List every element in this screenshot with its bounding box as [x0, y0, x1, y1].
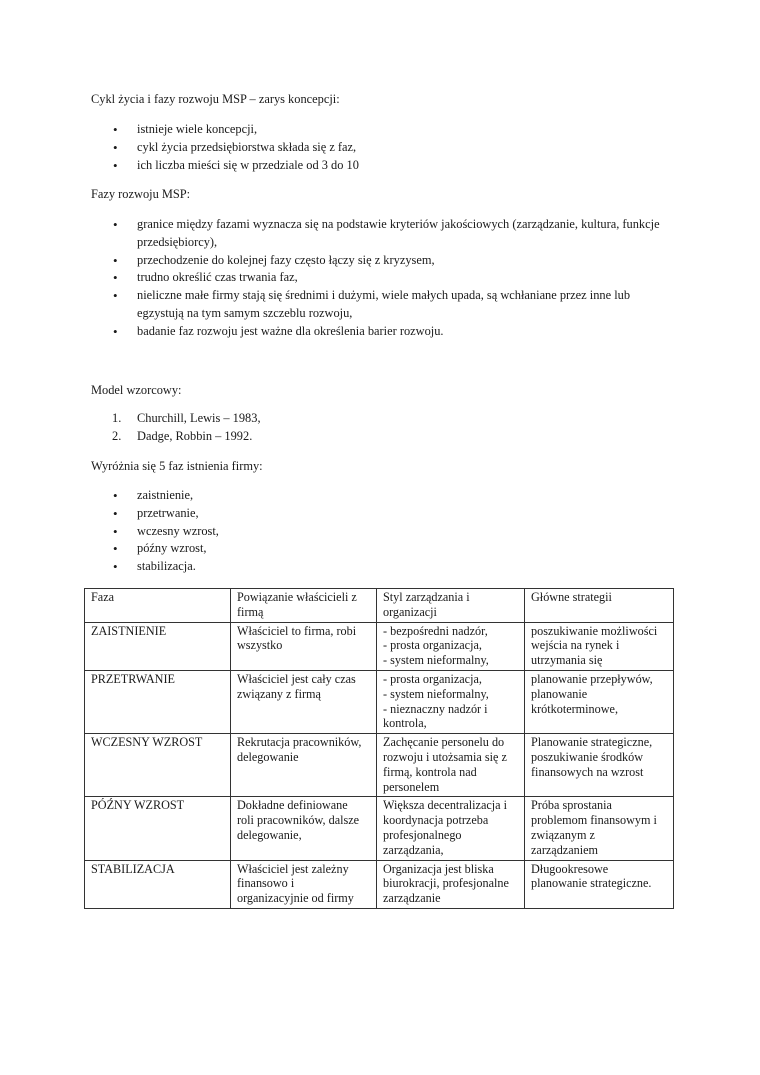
header-cell-strategies	[525, 589, 674, 623]
cell-owner-relation	[231, 670, 377, 733]
cell-text-line: profesjonalnego	[383, 827, 462, 842]
cell-text-line: Organizacja jest bliska	[383, 861, 494, 876]
phases-table	[84, 588, 674, 909]
list-item: • nieliczne małe firmy stają się średnimi i dużymi, wiele małych upada, są wchłaniane przez inne lub egzystują na tym samym szczeblu rozwoju,	[91, 287, 671, 323]
cell-text-line: zarządzaniem	[531, 842, 598, 857]
cell-strategies	[525, 860, 674, 908]
five-phases-bullet-list	[91, 487, 671, 576]
table-row	[85, 734, 674, 797]
cell-text-line: delegowanie	[237, 749, 299, 764]
header-cell-owner-relation	[231, 589, 377, 623]
cell-text-line: finansowo i	[237, 876, 295, 891]
cell-text-line: - system nieformalny,	[383, 686, 489, 701]
cell-text-line: Właściciel jest cały czas	[237, 671, 356, 686]
list-item: • późny wzrost,	[91, 540, 671, 558]
cell-text-line: Zachęcanie personelu do	[383, 735, 505, 750]
list-item	[91, 428, 671, 446]
cell-faza	[85, 622, 231, 670]
five-phases-title: Wyróżnia się 5 faz istnienia firmy:	[91, 459, 263, 473]
list-item: • cykl życia przedsiębiorstwa składa się z faz,	[91, 139, 671, 157]
cell-owner-relation	[231, 734, 377, 797]
cell-text-line: planowanie	[531, 686, 588, 701]
list-item: • zaistnienie,	[91, 487, 671, 505]
cell-faza	[85, 860, 231, 908]
list-text: Churchill, Lewis – 1983,	[137, 411, 261, 425]
list-item: • badanie faz rozwoju jest ważne dla określenia barier rozwoju.	[91, 323, 671, 341]
cell-text-line: zarządzania,	[383, 842, 444, 857]
list-item: • ich liczba mieści się w przedziale od 3 do 10	[91, 157, 671, 175]
cell-owner-relation	[231, 622, 377, 670]
list-item: • przechodzenie do kolejnej fazy często łączy się z kryzysem,	[91, 252, 671, 270]
cell-text-line: ZAISTNIENIE	[91, 623, 167, 638]
cell-text-line: związanym z	[531, 827, 595, 842]
list-item: • granice między fazami wyznacza się na podstawie kryteriów jakościowych (zarządzanie, kultura, funkcje przedsiębiorcy),	[91, 216, 671, 252]
cell-text-line: Właściciel to firma, robi	[237, 623, 357, 638]
list-item: • trudno określić czas trwania faz,	[91, 269, 671, 287]
cell-text-line: utrzymania się	[531, 653, 603, 668]
cell-text-line: PRZETRWANIE	[91, 671, 175, 686]
table-row	[85, 797, 674, 860]
cell-text-line: Styl zarządzania i	[383, 590, 470, 604]
table-row	[85, 622, 674, 670]
cell-strategies	[525, 622, 674, 670]
cell-text-line: firmą	[237, 604, 264, 619]
cell-text-line: PÓŹNY WZROST	[91, 798, 185, 813]
cell-faza	[85, 734, 231, 797]
cell-management-style	[377, 622, 525, 670]
cell-owner-relation	[231, 797, 377, 860]
cell-text-line: finansowych na wzrost	[531, 764, 644, 779]
list-item: • przetrwanie,	[91, 505, 671, 523]
cell-text-line: delegowanie,	[237, 827, 302, 842]
header-cell-management-style	[377, 589, 525, 623]
cell-strategies	[525, 797, 674, 860]
phases-bullet-list	[91, 216, 671, 341]
cell-text-line: WCZESNY WZROST	[91, 735, 203, 750]
table-row	[85, 670, 674, 733]
cell-text-line: rozwoju i utożsamia się z	[383, 749, 507, 764]
cell-text-line: - prosta organizacja,	[383, 638, 482, 653]
model-numbered-list	[91, 410, 671, 446]
cell-management-style	[377, 670, 525, 733]
cell-text-line: Faza	[91, 590, 115, 604]
cell-text-line: personelem	[383, 779, 440, 794]
intro-bullet-list	[91, 121, 671, 174]
cell-faza	[85, 670, 231, 733]
list-item	[91, 410, 671, 428]
cell-text-line: Dokładne definiowane	[237, 798, 348, 813]
cell-text-line: poszukiwanie możliwości	[531, 623, 658, 638]
list-item: • stabilizacja.	[91, 558, 671, 576]
cell-text-line: Próba sprostania	[531, 798, 612, 813]
cell-text-line: poszukiwanie środków	[531, 749, 644, 764]
cell-text-line: Właściciel jest zależny	[237, 861, 349, 876]
cell-text-line: planowanie przepływów,	[531, 671, 653, 686]
cell-strategies	[525, 670, 674, 733]
cell-management-style	[377, 860, 525, 908]
cell-text-line: problemom finansowym i	[531, 813, 657, 828]
cell-text-line: wszystko	[237, 638, 283, 653]
cell-text-line: planowanie strategiczne.	[531, 876, 652, 891]
cell-text-line: firmą, kontrola nad	[383, 764, 477, 779]
list-item: • wczesny wzrost,	[91, 523, 671, 541]
cell-management-style	[377, 734, 525, 797]
cell-faza	[85, 797, 231, 860]
cell-text-line: Długookresowe	[531, 861, 609, 876]
cell-text-line: Rekrutacja pracowników,	[237, 735, 362, 750]
list-number: 2.	[112, 428, 122, 443]
cell-text-line: Większa decentralizacja i	[383, 798, 508, 813]
cell-text-line: organizacyjnie od firmy	[237, 891, 354, 906]
cell-text-line: roli pracowników, dalsze	[237, 813, 360, 828]
cell-text-line: Planowanie strategiczne,	[531, 735, 653, 750]
header-cell-faza	[85, 589, 231, 623]
cell-text-line: - nieznaczny nadzór i	[383, 701, 488, 716]
table-row	[85, 860, 674, 908]
list-text: Dadge, Robbin – 1992.	[137, 428, 253, 443]
cell-text-line: - bezpośredni nadzór,	[383, 623, 488, 638]
model-title: Model wzorcowy:	[91, 383, 182, 397]
cell-text-line: organizacji	[383, 604, 437, 619]
cell-text-line: związany z firmą	[237, 686, 321, 701]
cell-text-line: kontrola,	[383, 716, 427, 731]
list-item: • istnieje wiele koncepcji,	[91, 121, 671, 139]
cell-owner-relation	[231, 860, 377, 908]
cell-text-line: biurokracji, profesjonalne	[383, 876, 509, 891]
phases-section-title: Fazy rozwoju MSP:	[91, 187, 191, 201]
cell-text-line: - system nieformalny,	[383, 653, 489, 668]
intro-title: Cykl życia i fazy rozwoju MSP – zarys koncepcji:	[91, 92, 340, 106]
cell-text-line: Powiązanie właścicieli z	[237, 590, 357, 604]
cell-management-style	[377, 797, 525, 860]
cell-strategies	[525, 734, 674, 797]
cell-text-line: - prosta organizacja,	[383, 671, 482, 686]
table-header-row	[85, 589, 674, 623]
cell-text-line: krótkoterminowe,	[531, 701, 618, 716]
cell-text-line: Główne strategii	[531, 590, 612, 604]
cell-text-line: STABILIZACJA	[91, 861, 175, 876]
cell-text-line: wejścia na rynek i	[531, 638, 620, 653]
cell-text-line: koordynacja potrzeba	[383, 813, 489, 828]
list-number: 1.	[112, 411, 122, 425]
cell-text-line: zarządzanie	[383, 891, 441, 906]
